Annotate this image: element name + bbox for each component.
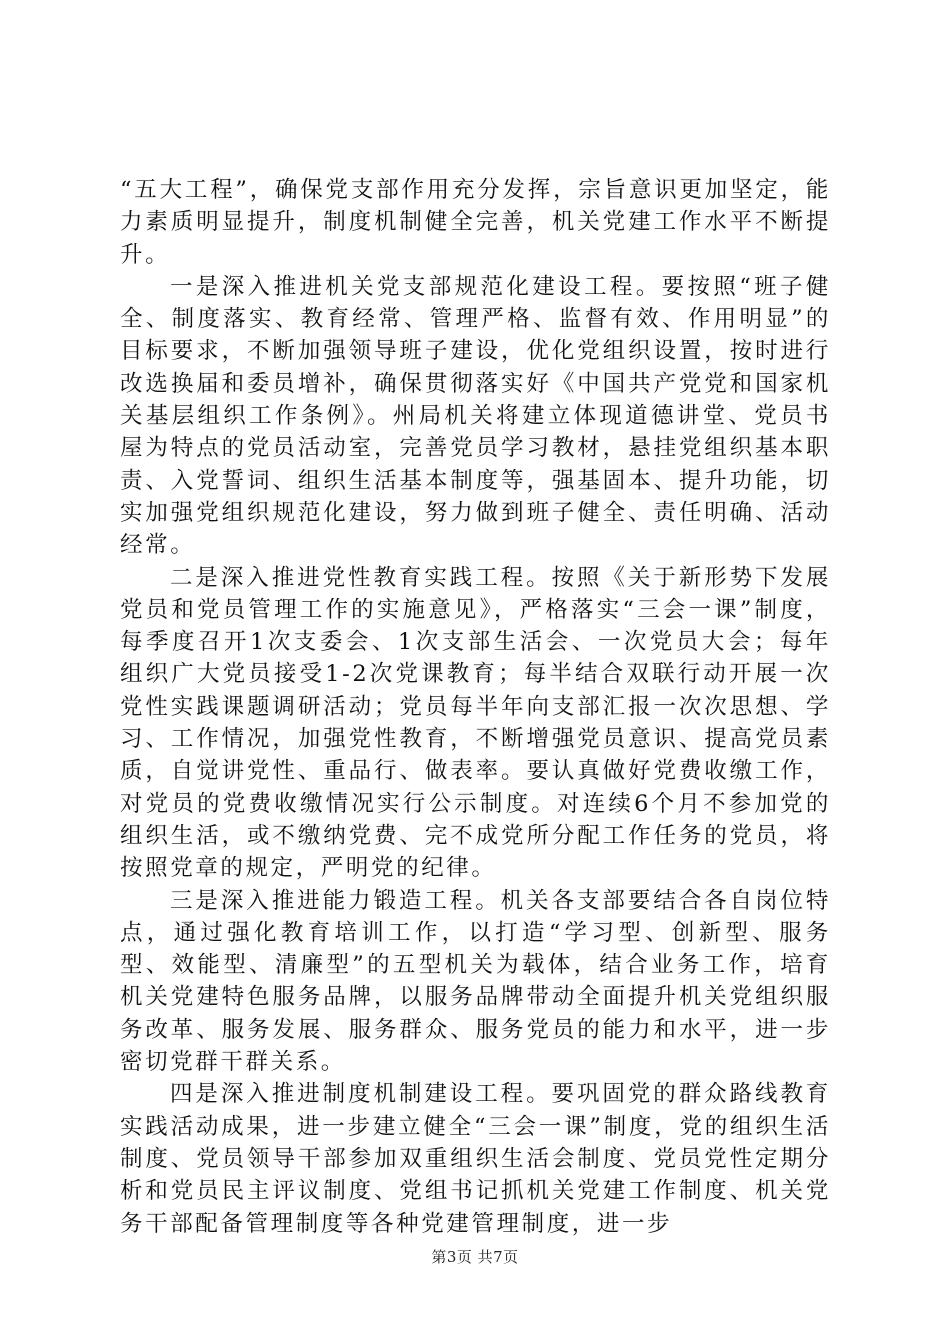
- paragraph-item-1: 一是深入推进机关党支部规范化建设工程。要按照“班子健全、制度落实、教育经常、管理严格、监督有效、作用明显”的目标要求，不断加强领导班子建设，优化党组织设置，按时进行改选换届和委员增补，确保贯彻落实好《中国共产党党和国家机关基层组织工作条例》。州局机关将建立体现道德讲堂、党员书屋为特点的党员活动室，完善党员学习教材，悬挂党组织基本职责、入党誓词、组织生活基本制度等，强基固本、提升功能，切实加强党组织规范化建设，努力做到班子健全、责任明确、活动经常。: [120, 273, 831, 559]
- page-number-footer: 第3页 共7页: [431, 1248, 519, 1266]
- paragraph-continuation: “五大工程”，确保党支部作用充分发挥，宗旨意识更加坚定，能力素质明显提升，制度机制健全完善，机关党建工作水平不断提升。: [120, 177, 831, 268]
- paragraph-item-3: 三是深入推进能力锻造工程。机关各支部要结合各自岗位特点，通过强化教育培训工作，以打造“学习型、创新型、服务型、效能型、清廉型”的五型机关为载体，结合业务工作，培育机关党建特色服务品牌，以服务品牌带动全面提升机关党组织服务改革、服务发展、服务群众、服务党员的能力和水平，进一步密切党群干群关系。: [120, 887, 831, 1076]
- document-body: [120, 174, 831, 1240]
- paragraph-item-2: 二是深入推进党性教育实践工程。按照《关于新形势下发展党员和党员管理工作的实施意见》，严格落实“三会一课”制度，每季度召开1次支委会、1次支部生活会、一次党员大会；每年组织广大党员接受1-2次党课教育；每半结合双联行动开展一次党性实践课题调研活动；党员每半年向支部汇报一次次思想、学习、工作情况，加强党性教育，不断增强党员意识、提高党员素质，自觉讲党性、重品行、做表率。要认真做好党费收缴工作，对党员的党费收缴情况实行公示制度。对连续6个月不参加党的组织生活，或不缴纳党费、完不成党所分配工作任务的党员，将按照党章的规定，严明党的纪律。: [120, 564, 831, 882]
- paragraph-item-4: 四是深入推进制度机制建设工程。要巩固党的群众路线教育实践活动成果，进一步建立健全“三会一课”制度，党的组织生活制度、党员领导干部参加双重组织生活会制度、党员党性定期分析和党员民主评议制度、党组书记抓机关党建工作制度、机关党务干部配备管理制度等各种党建管理制度，进一步: [120, 1081, 831, 1237]
